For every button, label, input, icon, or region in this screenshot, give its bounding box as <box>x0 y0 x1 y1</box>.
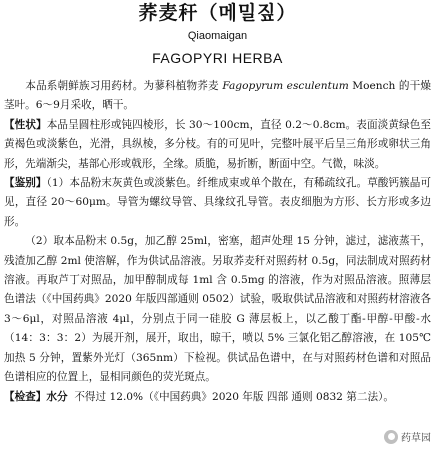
intro-post: Moench 的干燥茎叶。6～9月采收，晒干。 <box>4 80 431 112</box>
intro-pre: 本品系朝鲜族习用药材。为蓼科植物荞麦 <box>25 80 219 92</box>
watermark-text: 药草园 <box>401 433 431 444</box>
watermark <box>384 429 431 444</box>
inspection-text: 不得过 12.0%（《中国药典》2020 年版 四部 通则 0832 第二法）。 <box>74 390 394 403</box>
identification-heading: 【鉴别】 <box>4 177 47 190</box>
inspection-heading: 【检查】 <box>4 390 47 403</box>
identification-paragraph <box>4 174 431 232</box>
wechat-logo-icon <box>384 430 398 444</box>
pinyin-name: Qiaomaigan <box>187 30 248 42</box>
character-text: 本品呈圆柱形或钝四棱形，长 30～100cm，直径 0.2～0.8cm。表面淡黄绿色至黄褐色或淡紫色，光滑，具纵棱，多分枝。有的可见叶，完整叶展平后呈三角形或卵状三角形，先端渐尖，基部心形或戟形，全缘。质脆，易折断，断面中空。气微，味淡。 <box>4 118 431 170</box>
intro-paragraph <box>4 77 431 116</box>
character-paragraph <box>4 116 431 174</box>
identification-item-1: （1）本品粉末灰黄色或淡紫色。纤维成束或单个散在，有稀疏纹孔。草酸钙簇晶可见，直径 20～60μm。导管为螺纹导管、具缘纹孔导管。表皮细胞为方形、长方形或多边形。 <box>4 177 432 228</box>
monograph-body <box>4 77 431 407</box>
identification-item-2: （2）取本品粉末 0.5g，加乙醇 25ml，密塞，超声处理 15 分钟，滤过，滤液蒸干，残渣加乙醇 2ml 使溶解，作为供试品溶液。另取荞麦秆对照药材 0.5g，同法制成对照药材溶液。再取芦丁对照品，加甲醇制成每 1ml 含 0.5mg 的溶液，作为对照品溶液。照薄层色谱法（《中国药典》2020 年版四部通则 0502）试验，吸取供试品溶液和对照药材溶液各 3～6μl，对照品溶液 4μl，分别点于同一硅胶 G 薄层板上，以乙酸丁酯-甲醇-甲酸-水（14：3：3：2）为展开剂，展开，取出，晾干，喷以 5% 三氯化铝乙醇溶液，在 105℃加热 5 分钟，置紫外光灯（365nm）下检视。供试品色谱中，在与对照药材色谱和对照品色谱相应的位置上，显相同颜色的荧光斑点。 <box>4 235 431 384</box>
latin-name: FAGOPYRI HERBA <box>152 50 283 66</box>
inspection-subheading: 水分 <box>46 390 68 403</box>
species-name: Fagopyrum esculentum <box>222 80 349 92</box>
monograph-title: 荞麦秆（메밀짚） <box>138 2 297 24</box>
character-heading: 【性状】 <box>4 118 47 131</box>
inspection-paragraph <box>4 388 431 407</box>
